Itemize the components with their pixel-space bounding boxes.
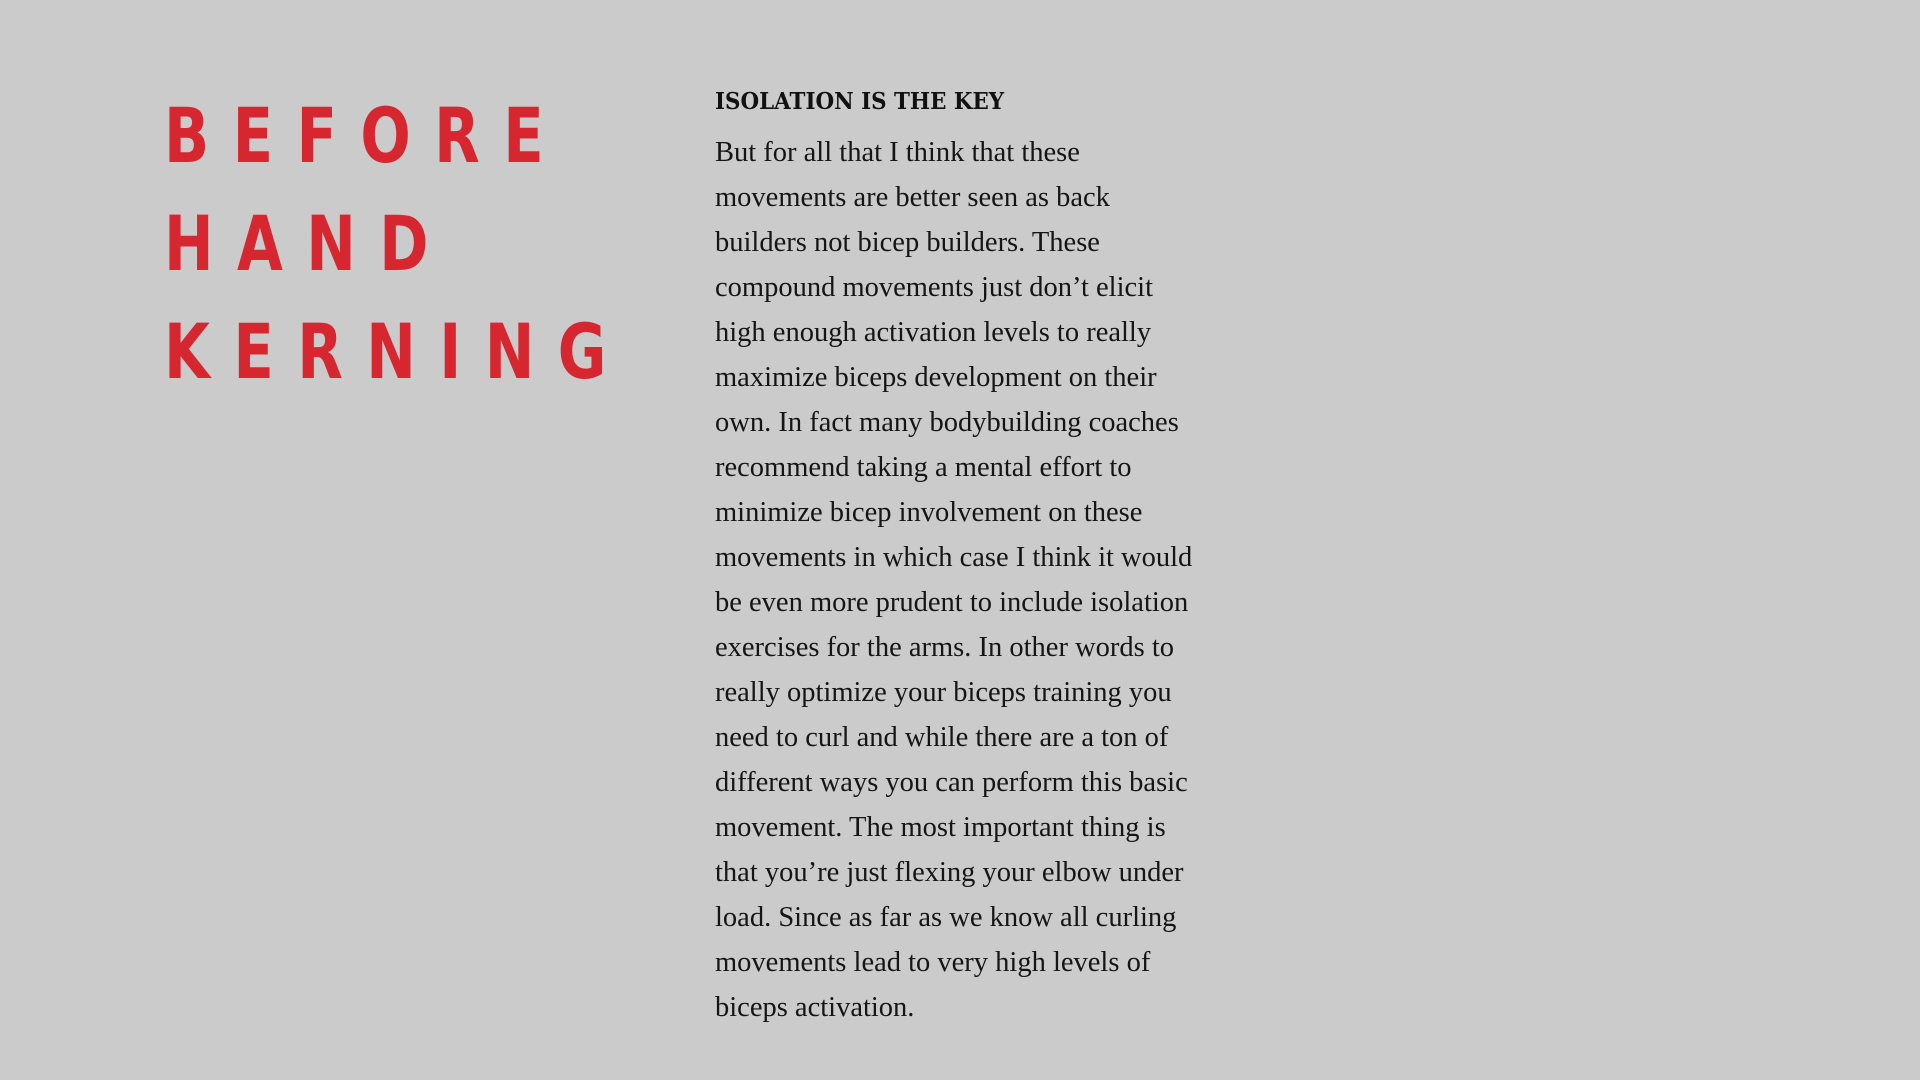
body-line: own. In fact many bodybuilding coaches [715,407,1179,438]
body-line: need to curl and while there are a ton of [715,722,1169,753]
body-line: movements are better seen as back [715,182,1110,213]
body-line: load. Since as far as we know all curling [715,902,1177,933]
title-line-2: HAND [164,199,452,288]
article-column [715,86,1235,1030]
body-line: movement. The most important thing is [715,812,1166,843]
body-line: recommend taking a mental effort to [715,452,1132,483]
body-line: movements lead to very high levels of [715,947,1151,978]
body-line: really optimize your biceps training you [715,677,1172,708]
body-line: be even more prudent to include isolation [715,587,1189,618]
body-line: But for all that I think that these [715,137,1080,168]
body-line: builders not bicep builders. These [715,227,1100,258]
article-body [715,130,1235,1030]
body-line: biceps activation. [715,992,915,1023]
title-line-1: BEFORE [164,91,568,180]
body-line: high enough activation levels to really [715,317,1152,348]
body-line: different ways you can perform this basic [715,767,1188,798]
body-line: exercises for the arms. In other words to [715,632,1175,663]
body-line: compound movements just don’t elicit [715,272,1154,303]
body-line: minimize bicep involvement on these [715,497,1143,528]
article-heading: ISOLATION IS THE KEY [715,88,1005,115]
body-line: that you’re just flexing your elbow under [715,857,1184,888]
body-line: maximize biceps development on their [715,362,1157,393]
body-line: movements in which case I think it would [715,542,1193,573]
title-line-3: KERNING [164,307,630,396]
display-title [164,82,761,406]
